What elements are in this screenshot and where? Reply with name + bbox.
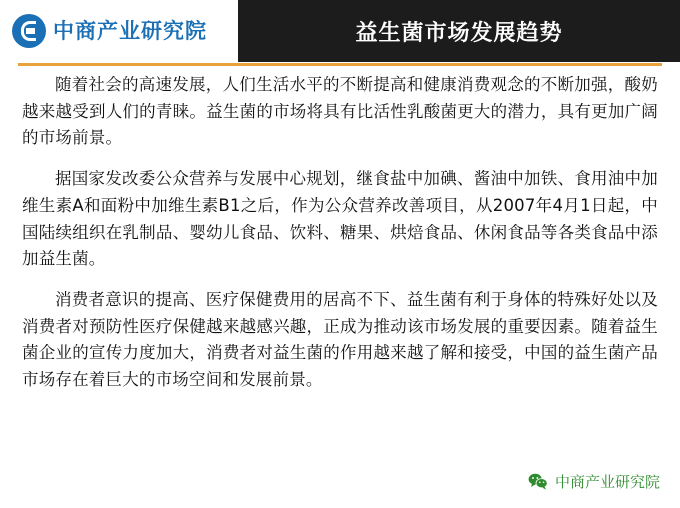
slide-header [0, 0, 680, 62]
title-bar [238, 0, 680, 62]
paragraph-3: 消费者意识的提高、医疗保健费用的居高不下、益生菌有利于身体的特殊好处以及消费者对预防性医疗保健越来越感兴趣，正成为推动该市场发展的重要因素。随着益生菌企业的宣传力度加大，消费者对益生菌的作用越来越了解和接受，中国的益生菌产品市场存在着巨大的市场空间和发展前景。 [22, 290, 658, 390]
accent-divider [18, 63, 662, 66]
circle-c-logo-icon [12, 14, 46, 48]
paragraph-2: 据国家发改委公众营养与发展中心规划，继食盐中加碘、酱油中加铁、食用油中加维生素A和面粉中加维生素B1之后，作为公众营养改善项目，从2007年4月1日起，中国陆续组织在乳制品、婴幼儿食品、饮料、糖果、烘焙食品、休闲食品等各类食品中添加益生菌。 [22, 169, 658, 269]
footer-text: 中商产业研究院 [554, 473, 660, 491]
brand-name: 中商产业研究院 [53, 18, 207, 43]
page-title: 益生菌市场发展趋势 [355, 20, 563, 46]
wechat-icon [528, 473, 548, 490]
brand-logo [0, 0, 238, 62]
footer-credit [528, 471, 660, 492]
paragraph-1: 随着社会的高速发展，人们生活水平的不断提高和健康消费观念的不断加强，酸奶越来越受到人们的青睐。益生菌的市场将具有比活性乳酸菌更大的潜力，具有更加广阔的市场前景。 [22, 75, 658, 148]
body-content [22, 72, 658, 448]
